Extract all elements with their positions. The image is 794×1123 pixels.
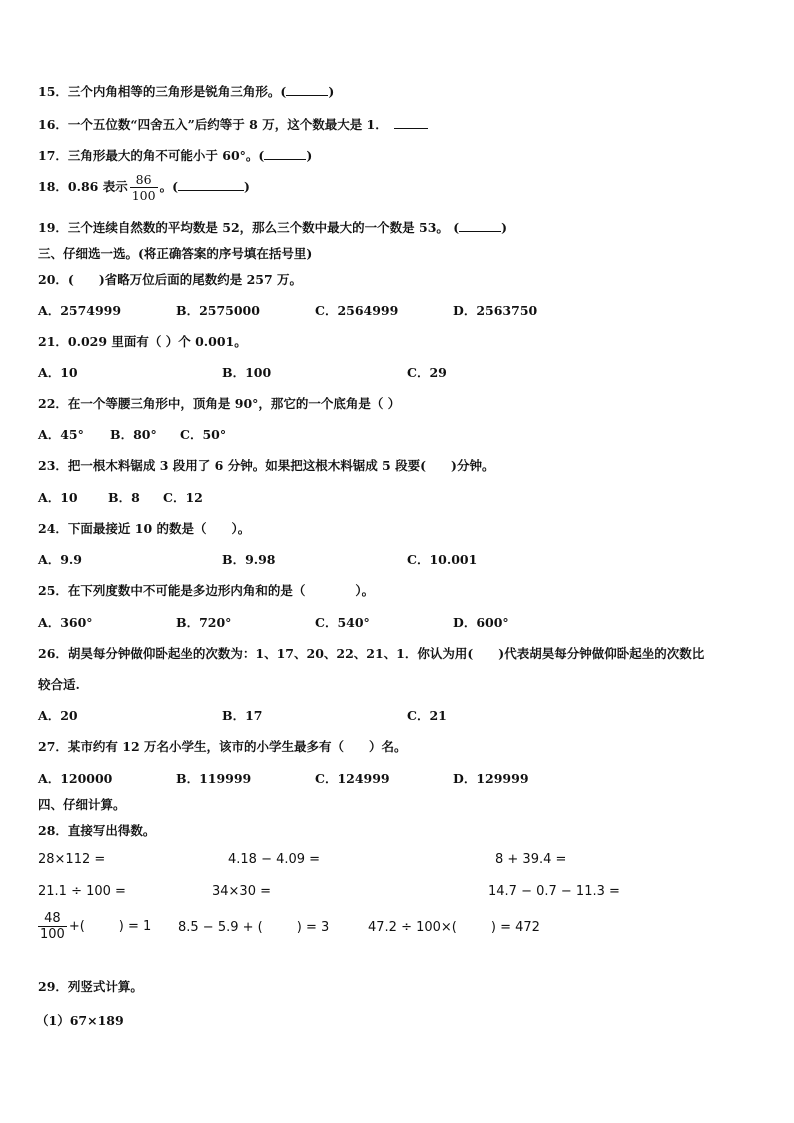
question-text: 三个内角相等的三角形是锐角三角形。( bbox=[67, 84, 287, 99]
question-text: 把一根木料锯成 3 段用了 6 分钟。如果把这根木料锯成 5 段要( )分钟。 bbox=[67, 458, 495, 473]
answer-blank[interactable] bbox=[264, 147, 306, 160]
fraction: $\frac{86}{100}$ bbox=[131, 172, 156, 203]
option-a[interactable]: A．9.9 bbox=[38, 552, 82, 567]
question-text: 三个连续自然数的平均数是 52，那么三个数中最大的一个数是 53。 ( bbox=[67, 220, 460, 235]
option-c[interactable]: C．540° bbox=[315, 615, 370, 630]
option-a[interactable]: A．10 bbox=[38, 365, 78, 380]
option-b[interactable]: B．80° bbox=[110, 427, 157, 442]
question-number: 29． bbox=[38, 979, 68, 994]
question-25 bbox=[38, 583, 374, 599]
answer-blank[interactable] bbox=[286, 83, 328, 96]
question-26-continued: 较合适. bbox=[38, 677, 80, 692]
section-3-heading: 三、仔细选一选。(将正确答案的序号填在括号里) bbox=[38, 246, 313, 261]
calc-item: 47.2 ÷ 100×( ) = 472 bbox=[368, 920, 540, 935]
option-a[interactable]: A．20 bbox=[38, 708, 78, 723]
option-a[interactable]: A．2574999 bbox=[38, 303, 122, 318]
question-27 bbox=[38, 739, 407, 755]
question-24 bbox=[38, 521, 250, 537]
option-b[interactable]: B．8 bbox=[108, 490, 140, 505]
option-b[interactable]: B．119999 bbox=[176, 771, 252, 786]
calc-item: 8 + 39.4 = bbox=[495, 852, 567, 867]
option-c[interactable]: C．124999 bbox=[315, 771, 390, 786]
answer-blank[interactable] bbox=[178, 178, 244, 191]
question-text: 胡昊每分钟做仰卧起坐的次数为：1、17、20、22、21、1．你认为用( )代表胡昊每分钟做仰卧起坐的次数比 bbox=[67, 646, 705, 661]
question-text: 在一个等腰三角形中，顶角是 90°，那它的一个底角是（ ） bbox=[67, 396, 401, 411]
question-16 bbox=[38, 116, 428, 133]
option-b[interactable]: B．9.98 bbox=[222, 552, 276, 567]
option-d[interactable]: D．2563750 bbox=[453, 303, 538, 318]
calc-item: 34×30 = bbox=[212, 884, 272, 899]
option-b[interactable]: B．17 bbox=[222, 708, 263, 723]
option-c[interactable]: C．2564999 bbox=[315, 303, 399, 318]
answer-blank[interactable] bbox=[394, 116, 428, 129]
question-21 bbox=[38, 334, 247, 350]
option-a[interactable]: A．360° bbox=[38, 615, 93, 630]
question-number: 28． bbox=[38, 823, 68, 838]
question-number: 19． bbox=[38, 220, 68, 235]
option-c[interactable]: C．21 bbox=[407, 708, 447, 723]
calc-item: 4.18 − 4.09 = bbox=[228, 852, 321, 867]
question-text: 在下列度数中不可能是多边形内角和的是（ ）。 bbox=[67, 583, 375, 598]
question-29 bbox=[38, 979, 143, 995]
question-22 bbox=[38, 396, 400, 412]
question-text: 一个五位数“四舍五入”后约等于 8 万，这个数最大是 1． bbox=[67, 117, 388, 132]
question-29-part-1: （1）67×189 bbox=[36, 1013, 124, 1028]
question-text: ( )省略万位后面的尾数约是 257 万。 bbox=[67, 272, 303, 287]
option-a[interactable]: A．45° bbox=[38, 427, 84, 442]
question-text: 某市约有 12 万名小学生，该市的小学生最多有（ ）名。 bbox=[67, 739, 407, 754]
question-number: 27． bbox=[38, 739, 68, 754]
question-23 bbox=[38, 458, 494, 474]
question-text: 列竖式计算。 bbox=[67, 979, 143, 994]
question-text: 三角形最大的角不可能小于 60°。( bbox=[67, 148, 265, 163]
option-c[interactable]: C．29 bbox=[407, 365, 447, 380]
question-number: 23． bbox=[38, 458, 68, 473]
question-number: 16． bbox=[38, 117, 68, 132]
question-text: 直接写出得数。 bbox=[67, 823, 156, 838]
fraction: $\frac{48}{100}$ bbox=[40, 911, 65, 942]
option-d[interactable]: D．600° bbox=[453, 615, 509, 630]
option-a[interactable]: A．10 bbox=[38, 490, 78, 505]
question-20 bbox=[38, 272, 302, 288]
calc-item: 14.7 − 0.7 − 11.3 = bbox=[488, 884, 620, 899]
option-a[interactable]: A．120000 bbox=[38, 771, 113, 786]
answer-blank[interactable] bbox=[459, 219, 501, 232]
question-15: 15．三个内角相等的三角形是锐角三角形。( ) bbox=[38, 84, 335, 99]
option-d[interactable]: D．129999 bbox=[453, 771, 529, 786]
question-19: 19．三个连续自然数的平均数是 52，那么三个数中最大的一个数是 53。 ( ) bbox=[38, 220, 508, 235]
option-b[interactable]: B．2575000 bbox=[176, 303, 260, 318]
question-number: 26． bbox=[38, 646, 68, 661]
question-number: 22． bbox=[38, 396, 68, 411]
calc-item-fraction: $\frac{48}{100}$ +( ) = 1 bbox=[40, 911, 152, 942]
question-number: 20． bbox=[38, 272, 68, 287]
calc-item: 8.5 − 5.9 + ( ) = 3 bbox=[178, 920, 330, 935]
question-text: 下面最接近 10 的数是（ ）。 bbox=[67, 521, 251, 536]
option-c[interactable]: C．50° bbox=[180, 427, 227, 442]
question-18: 18．0.86 表示 $\frac{86}{100}$ 。( ) bbox=[38, 172, 250, 203]
option-b[interactable]: B．100 bbox=[222, 365, 272, 380]
question-17: 17．三角形最大的角不可能小于 60°。( ) bbox=[38, 148, 313, 163]
question-number: 25． bbox=[38, 583, 68, 598]
calc-item: 21.1 ÷ 100 = bbox=[38, 884, 126, 899]
section-4-heading: 四、仔细计算。 bbox=[38, 797, 126, 812]
question-number: 21． bbox=[38, 334, 68, 349]
question-number: 15． bbox=[38, 84, 68, 99]
question-number: 18． bbox=[38, 179, 68, 194]
calc-item: 28×112 = bbox=[38, 852, 106, 867]
question-number: 17． bbox=[38, 148, 68, 163]
question-text: 0.029 里面有（ ）个 0.001。 bbox=[67, 334, 247, 349]
question-number: 24． bbox=[38, 521, 68, 536]
option-c[interactable]: C．10.001 bbox=[407, 552, 478, 567]
option-b[interactable]: B．720° bbox=[176, 615, 232, 630]
question-26 bbox=[38, 646, 704, 662]
question-28 bbox=[38, 823, 155, 839]
option-c[interactable]: C．12 bbox=[163, 490, 203, 505]
